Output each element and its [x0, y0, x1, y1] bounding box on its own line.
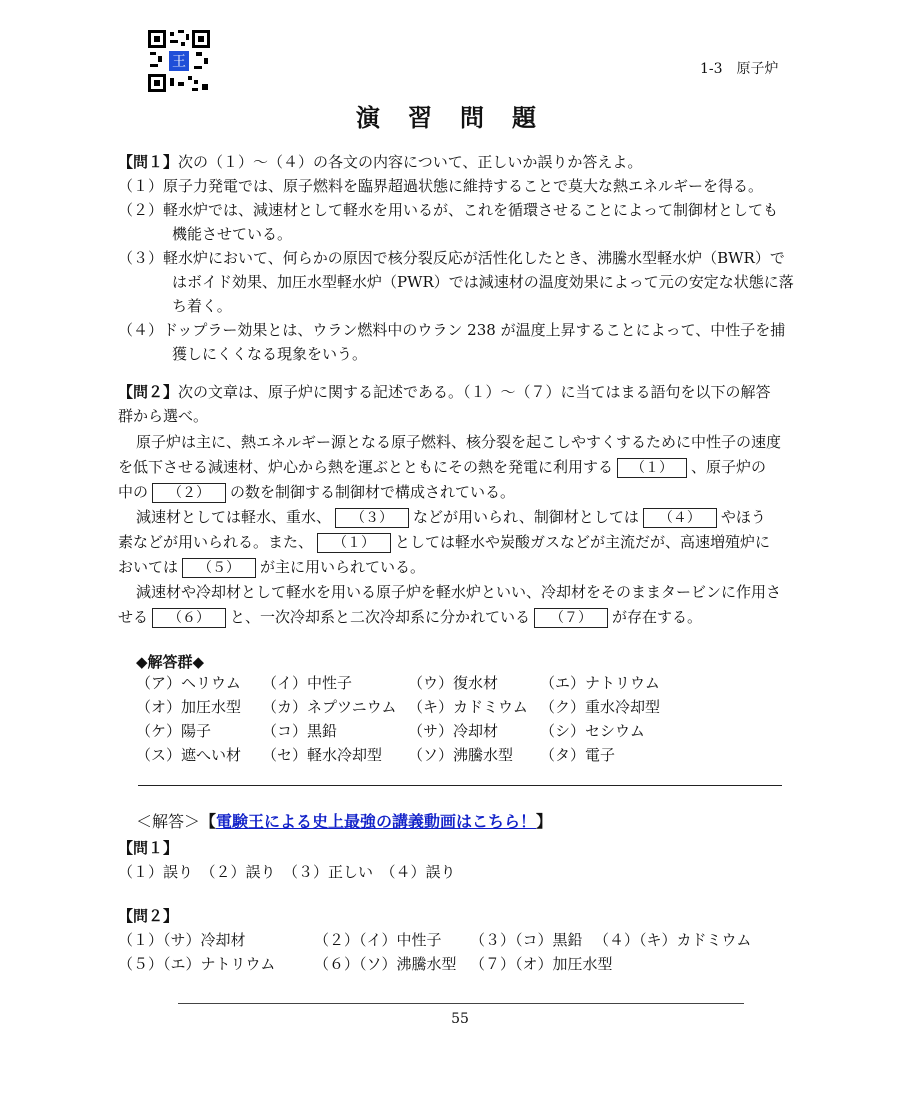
option: （イ）中性子 — [262, 674, 353, 692]
option: （タ）電子 — [540, 746, 616, 764]
blank-box-1: （１） — [617, 458, 687, 478]
q2-prompt: 【問２】次の文章は、原子炉に関する記述である。（１）～（７）に当てはまる語句を以下の解答 — [118, 383, 771, 401]
solution-q2-answer: （５）（エ）ナトリウム — [118, 955, 276, 973]
solution-q2-label: 【問２】 — [118, 907, 179, 925]
q2-para1-line2: を低下させる減速材、炉心から熱を運ぶとともにその熱を発電に利用する （１） 、原子炉の — [118, 458, 767, 476]
blank-box-3: （３） — [335, 508, 409, 528]
solution-q2-answer: （６）（ソ）沸騰水型 — [314, 955, 457, 973]
option: （オ）加圧水型 — [136, 698, 242, 716]
qr-code[interactable] — [148, 30, 210, 92]
q1-item-4-cont: 獲しにくくなる現象をいう。 — [172, 345, 368, 363]
option: （シ）セシウム — [540, 722, 645, 740]
option: （サ）冷却材 — [408, 722, 499, 740]
option: （ケ）陽子 — [136, 722, 212, 740]
page-number: 55 — [451, 1011, 469, 1027]
solution-q2-answer: （３）（コ）黒鉛 — [470, 931, 583, 949]
q2-para2-line1: 減速材としては軽水、重水、 （３） などが用いられ、制御材としては （４） やほう — [136, 508, 766, 526]
blank-box-5: （５） — [182, 558, 256, 578]
blank-box-1b: （１） — [317, 533, 391, 553]
q1-item-1: （１）原子力発電では、原子燃料を臨界超過状態に維持することで莫大な熱エネルギーを得る。 — [118, 177, 764, 195]
q2-prompt-cont: 群から選べ。 — [118, 407, 209, 425]
q1-item-3-cont2: ち着く。 — [172, 297, 232, 315]
answer-group-heading: ◆解答群◆ — [136, 653, 205, 671]
q1-item-3: （３）軽水炉において、何らかの原因で核分裂反応が活性化したとき、沸騰水型軽水炉（BWR）で — [118, 249, 785, 267]
q2-para3-line2: せる （６） と、一次冷却系と二次冷却系に分かれている （７） が存在する。 — [118, 608, 703, 626]
q2-para1-line1: 原子炉は主に、熱エネルギー源となる原子燃料、核分裂を起こしやすくするために中性子の速度 — [136, 433, 782, 451]
footer-rule — [178, 1003, 744, 1004]
blank-box-2: （２） — [152, 483, 226, 503]
option: （コ）黒鉛 — [262, 722, 338, 740]
q1-item-4: （４）ドップラー効果とは、ウラン燃料中のウラン 238 が温度上昇することによって、中性子を捕 — [118, 321, 786, 339]
option: （ク）重水冷却型 — [540, 698, 661, 716]
solution-q2-answer: （２）（イ）中性子 — [314, 931, 442, 949]
lecture-video-link[interactable]: 電験王による史上最強の講義動画はこちら！ — [216, 812, 537, 831]
q1-item-3-cont: はボイド効果、加圧水型軽水炉（PWR）では減速材の温度効果によって元の安定な状態に落 — [172, 273, 794, 291]
option: （エ）ナトリウム — [540, 674, 660, 692]
option: （ア）ヘリウム — [136, 674, 241, 692]
q2-para2-line2: 素などが用いられる。また、 （１） としては軽水や炭酸ガスなどが主流だが、高速増殖炉に — [118, 533, 771, 551]
solution-q2-answer: （４）（キ）カドミウム — [594, 931, 752, 949]
q2-para1-line3: 中の （２） の数を制御する制御材で構成されている。 — [118, 483, 516, 501]
solution-q1-label: 【問１】 — [118, 839, 179, 857]
blank-box-6: （６） — [152, 608, 226, 628]
solution-q2-answer: （７）（オ）加圧水型 — [470, 955, 613, 973]
page-title: 演習問題 — [356, 104, 564, 132]
q2-para3-line1: 減速材や冷却材として軽水を用いる原子炉を軽水炉といい、冷却材をそのままタービンに作用さ — [136, 583, 782, 601]
section-divider — [138, 785, 782, 786]
solution-heading: ＜解答＞【電験王による史上最強の講義動画はこちら！】 — [136, 812, 553, 831]
option: （カ）ネプツニウム — [262, 698, 397, 716]
q2-para2-line3: おいては （５） が主に用いられている。 — [118, 558, 426, 576]
option: （セ）軽水冷却型 — [262, 746, 383, 764]
blank-box-4: （４） — [643, 508, 717, 528]
option: （ソ）沸騰水型 — [408, 746, 514, 764]
section-reference: 1-3 原子炉 — [700, 61, 779, 77]
option: （ス）遮へい材 — [136, 746, 242, 764]
blank-box-7: （７） — [534, 608, 608, 628]
qr-logo-char: 王 — [172, 54, 186, 70]
option: （ウ）復水材 — [408, 674, 499, 692]
q1-prompt: 【問１】次の（１）～（４）の各文の内容について、正しいか誤りか答えよ。 — [118, 153, 643, 171]
solution-q1-answers: （１）誤り （２）誤り （３）正しい （４）誤り — [118, 863, 456, 881]
q1-item-2: （２）軽水炉では、減速材として軽水を用いるが、これを循環させることによって制御材としても — [118, 201, 779, 219]
q1-item-2-cont: 機能させている。 — [172, 225, 293, 243]
option: （キ）カドミウム — [408, 698, 528, 716]
solution-q2-answer: （１）（サ）冷却材 — [118, 931, 246, 949]
